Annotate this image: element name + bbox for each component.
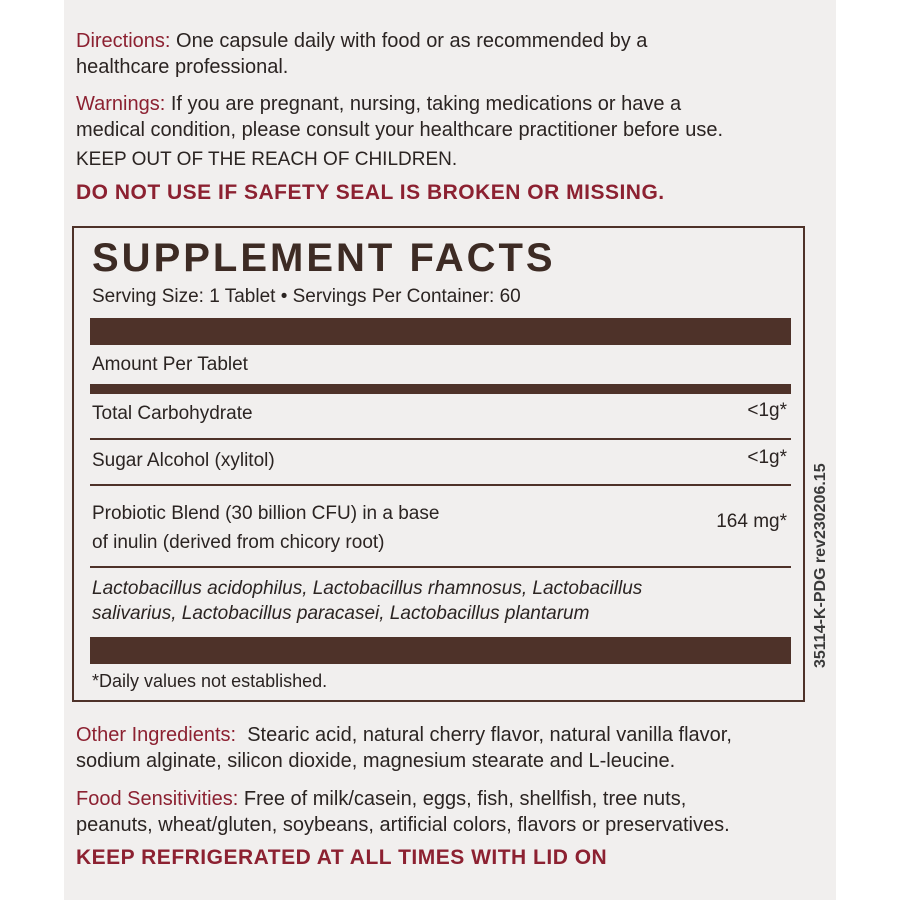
probiotic-blend-amount: 164 mg*: [716, 511, 787, 532]
probiotic-strains: [92, 576, 782, 626]
nutrient-amount: <1g*: [747, 447, 787, 468]
probiotic-blend-line-1: Probiotic Blend (30 billion CFU) in a base: [92, 503, 440, 524]
serving-info: Serving Size: 1 Tablet • Servings Per Container: 60: [92, 286, 521, 307]
strains-line-1: Lactobacillus acidophilus, Lactobacillus rhamnosus, Lactobacillus: [92, 578, 643, 599]
nutrient-amount: <1g*: [747, 400, 787, 421]
other-ingredients-line-2: sodium alginate, silicon dioxide, magnesium stearate and L-leucine.: [76, 750, 676, 772]
warnings-label: Warnings:: [76, 93, 166, 115]
food-sensitivities-line-1: [76, 786, 730, 812]
probiotic-blend-line-2: of inulin (derived from chicory root): [92, 532, 385, 553]
warnings-paragraph: [76, 91, 723, 143]
warnings-text: If you are pregnant, nursing, taking medications or have a: [165, 93, 682, 115]
directions-line-2: healthcare professional.: [76, 56, 289, 78]
food-sensitivities-text: Free of milk/casein, eggs, fish, shellfish, tree nuts,: [238, 788, 687, 810]
nutrient-name: Total Carbohydrate: [92, 403, 253, 424]
amount-per-tablet: Amount Per Tablet: [92, 354, 248, 375]
medium-divider-bar: [90, 384, 791, 394]
other-ingredients-line-1: [76, 722, 732, 748]
thick-divider-bar: [90, 637, 791, 664]
storage-instruction: KEEP REFRIGERATED AT ALL TIMES WITH LID ON: [76, 846, 608, 869]
keep-out-of-reach: KEEP OUT OF THE REACH OF CHILDREN.: [76, 149, 458, 170]
row-divider: [90, 484, 791, 486]
warnings-line-2: medical condition, please consult your healthcare practitioner before use.: [76, 119, 724, 141]
daily-values-footnote: *Daily values not established.: [92, 671, 328, 691]
food-sensitivities-paragraph: [76, 786, 730, 838]
warnings-line-1: [76, 91, 723, 117]
strains-line-2: salivarius, Lactobacillus paracasei, Lactobacillus plantarum: [92, 603, 590, 624]
other-ingredients-label: Other Ingredients:: [76, 724, 237, 746]
row-divider: [90, 566, 791, 568]
row-divider: [90, 438, 791, 440]
other-ingredients-text: Stearic acid, natural cherry flavor, natural vanilla flavor,: [236, 724, 732, 746]
directions-paragraph: [76, 28, 647, 80]
supplement-facts-title: SUPPLEMENT FACTS: [92, 236, 556, 280]
directions-line-1: [76, 28, 647, 54]
other-ingredients-paragraph: [76, 722, 732, 774]
supplement-facts-panel: [72, 226, 805, 702]
food-sensitivities-label: Food Sensitivities:: [76, 788, 239, 810]
directions-label: Directions:: [76, 30, 171, 52]
thick-divider-bar: [90, 318, 791, 345]
directions-text: One capsule daily with food or as recommended by a: [170, 30, 648, 52]
nutrient-name: Sugar Alcohol (xylitol): [92, 450, 275, 471]
food-sensitivities-line-2: peanuts, wheat/gluten, soybeans, artificial colors, flavors or preservatives.: [76, 814, 730, 836]
lot-code: 35114-K-PDG rev230206.15: [812, 463, 829, 668]
safety-seal-warning: DO NOT USE IF SAFETY SEAL IS BROKEN OR MISSING.: [76, 181, 665, 204]
